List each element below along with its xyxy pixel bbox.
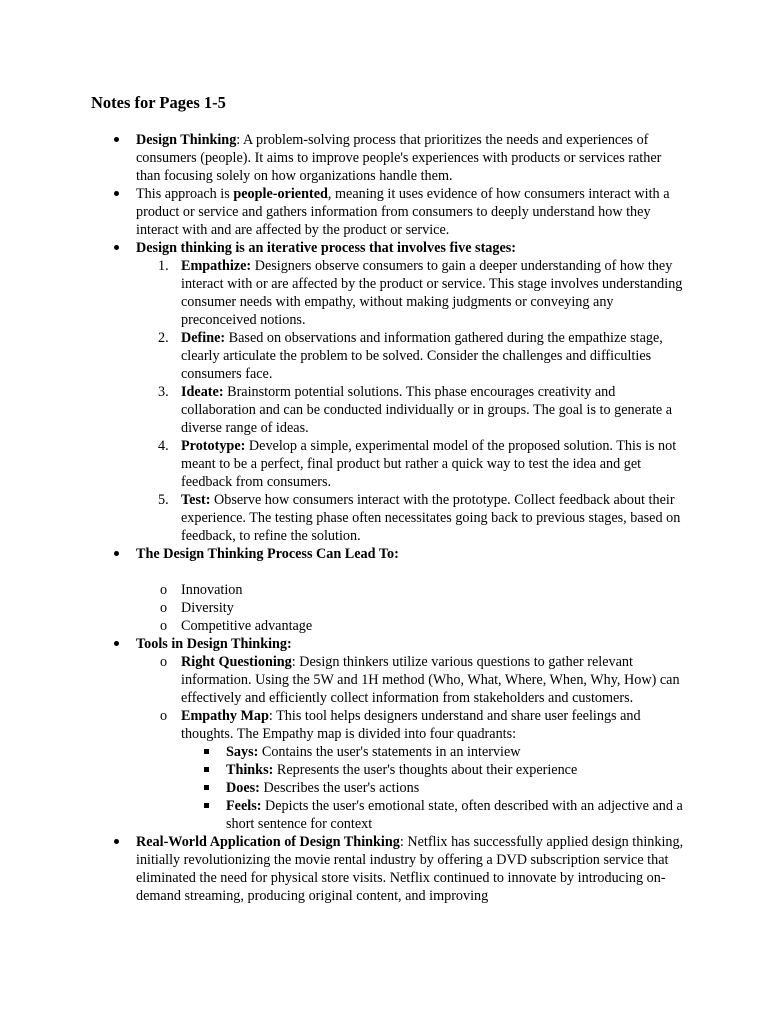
section-heading: Tools in Design Thinking:	[136, 636, 292, 652]
stage-name: Define:	[181, 330, 226, 346]
stage-number: 4.	[158, 438, 169, 454]
bullet-icon	[114, 551, 119, 556]
tool-text: : This tool helps designers understand and share user feelings and thoughts. The Empathy map is divided into four quadrants:	[181, 708, 641, 742]
quadrant-text: Contains the user's statements in an interview	[258, 744, 521, 760]
circle-bullet-icon: o	[160, 654, 168, 670]
stage-text: Brainstorm potential solutions. This phase encourages creativity and collaboration and can be conducted individually or in groups. The goal is to generate a diverse range of ideas.	[181, 384, 673, 436]
tool-item	[160, 707, 684, 833]
circle-bullet-icon: o	[160, 618, 168, 634]
quadrant-text: Describes the user's actions	[259, 780, 420, 796]
list-item	[136, 635, 684, 833]
stage-text: Designers observe consumers to gain a deeper understanding of how they interact with or are affected by the product or service. This stage involves understanding consumer needs with empathy, without making judgments or conveying any preconceived notions.	[181, 258, 683, 328]
bullet-icon	[114, 641, 119, 646]
stage-number: 2.	[158, 330, 169, 346]
term: Real-World Application of Design Thinking	[136, 834, 400, 850]
quadrant-text: Represents the user's thoughts about their experience	[273, 762, 578, 778]
definition: , meaning it uses evidence of how consumers interact with a product or service and gathers information from consumers to deeply understand how they interact with and are affected by the product or service.	[136, 186, 670, 238]
stage-text: Develop a simple, experimental model of the proposed solution. This is not meant to be a perfect, final product but rather a quick way to test the idea and get feedback from consumers.	[181, 438, 677, 490]
tool-name: Empathy Map	[181, 708, 269, 724]
stage-item	[158, 257, 684, 329]
outcome-item	[160, 581, 684, 599]
circle-bullet-icon: o	[160, 708, 168, 724]
stage-item	[158, 437, 684, 491]
square-bullet-icon	[204, 803, 209, 808]
stage-item	[158, 383, 684, 437]
stage-number: 5.	[158, 492, 169, 508]
stage-text: Based on observations and information gathered during the empathize stage, clearly articulate the problem to be solved. Consider the challenges and difficulties consumers face.	[181, 330, 663, 382]
section-heading: The Design Thinking Process Can Lead To:	[136, 546, 399, 562]
tool-text: : Design thinkers utilize various questions to gather relevant information. Using the 5W and 1H method (Who, What, Where, When, Why, How) can effectively and efficiently collect information from stakeholders and customers.	[181, 654, 680, 706]
outcomes-list	[136, 581, 684, 635]
quadrant-item	[226, 779, 684, 797]
quadrant-item	[226, 797, 684, 833]
definition: : Netflix has successfully applied design thinking, initially revolutionizing the movie rental industry by offering a DVD subscription service that eliminated the need for physical store visits. Netflix continued to innovate by introducing on-demand streaming, producing original content, and improving	[136, 834, 684, 904]
square-bullet-icon	[204, 785, 209, 790]
term: Design Thinking	[136, 132, 237, 148]
circle-bullet-icon: o	[160, 582, 168, 598]
outcome-item	[160, 599, 684, 617]
term: people-oriented	[233, 186, 328, 202]
bullet-icon	[114, 191, 119, 196]
stage-name: Empathize:	[181, 258, 252, 274]
circle-bullet-icon: o	[160, 600, 168, 616]
stage-number: 1.	[158, 258, 169, 274]
page-title: Notes for Pages 1-5	[91, 93, 226, 112]
bullet-icon	[114, 137, 119, 142]
quadrant-name: Thinks:	[226, 762, 274, 778]
lead-text: This approach is	[136, 186, 234, 202]
bullet-icon	[114, 245, 119, 250]
quadrant-text: Depicts the user's emotional state, often described with an adjective and a short sentence for context	[226, 798, 683, 832]
outcome-text: Diversity	[181, 600, 234, 616]
quadrants-list	[181, 743, 684, 833]
stage-item	[158, 329, 684, 383]
square-bullet-icon	[204, 767, 209, 772]
stages-list	[136, 257, 684, 545]
tool-name: Right Questioning	[181, 654, 292, 670]
quadrant-item	[226, 743, 684, 761]
stage-item	[158, 491, 684, 545]
stage-number: 3.	[158, 384, 169, 400]
bullet-icon	[114, 839, 119, 844]
list-item	[136, 131, 684, 185]
stage-text: Observe how consumers interact with the prototype. Collect feedback about their experience. The testing phase often necessitates going back to previous stages, based on feedback, to refine the solution.	[181, 492, 681, 544]
stage-name: Prototype:	[181, 438, 246, 454]
quadrant-name: Does:	[226, 780, 260, 796]
list-item	[136, 239, 684, 545]
quadrant-item	[226, 761, 684, 779]
tools-list	[136, 653, 684, 833]
stage-name: Test:	[181, 492, 211, 508]
quadrant-name: Says:	[226, 744, 259, 760]
square-bullet-icon	[204, 749, 209, 754]
list-item	[136, 833, 684, 905]
list-item	[136, 545, 684, 635]
outcome-item	[160, 617, 684, 635]
quadrant-name: Feels:	[226, 798, 262, 814]
list-item	[136, 185, 684, 239]
notes-list	[136, 131, 684, 905]
definition: : A problem-solving process that prioritizes the needs and experiences of consumers (people). It aims to improve people's experiences with products or services rather than focusing solely on how organizations handle them.	[136, 132, 662, 184]
stage-name: Ideate:	[181, 384, 224, 400]
outcome-text: Competitive advantage	[181, 618, 313, 634]
outcome-text: Innovation	[181, 582, 243, 598]
tool-item	[160, 653, 684, 707]
section-heading: Design thinking is an iterative process that involves five stages:	[136, 240, 517, 256]
